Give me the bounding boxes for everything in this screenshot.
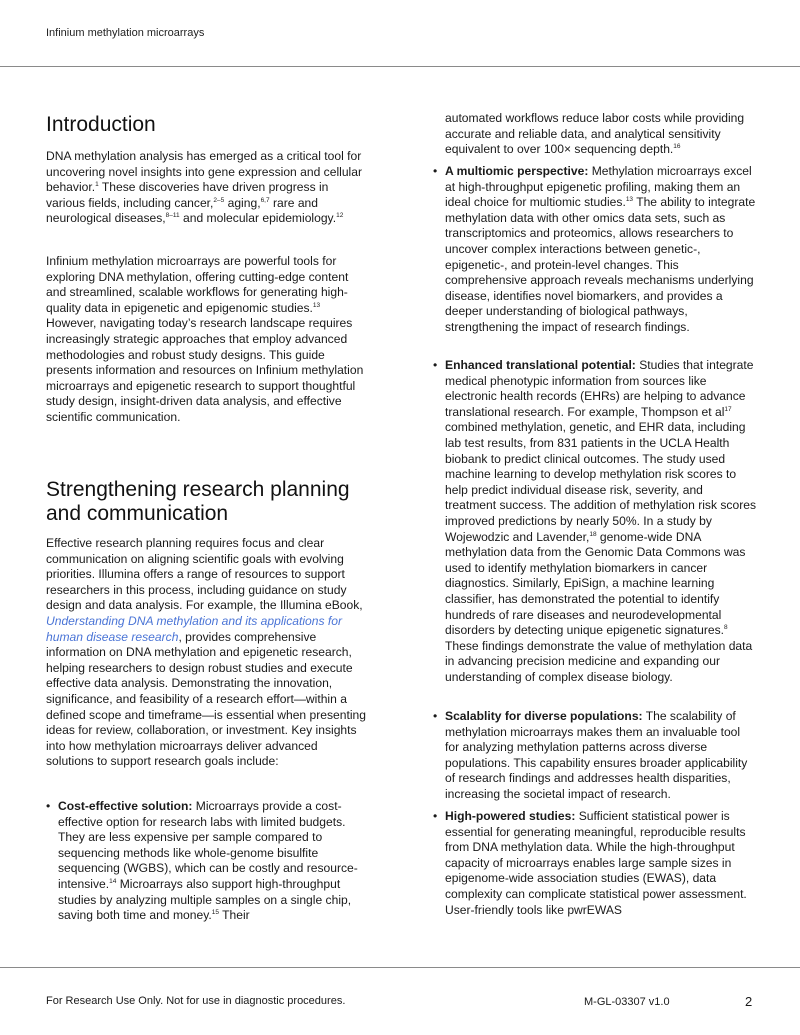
intro-heading: Introduction — [46, 113, 156, 136]
footer-disclaimer: For Research Use Only. Not for use in diagnostic procedures. — [46, 995, 346, 1007]
continuation-paragraph: automated workflows reduce labor costs while providing accurate and reliable data, and analytical sensitivity equivalent to over 100× sequencing depth.$^{16}$ — [445, 111, 745, 157]
bullet-translational: • Enhanced translational potential: Studies that integrate medical phenotypic information from sources like electronic health records (EHRs) are helping to advance translational research. For example, Thompson et $al^{17}$ combined methylation, genetic, and EHR data, including lab test results, from 831 patients in the UCLA Health biobank to predict clinical outcomes. The study used machine learning to develop methylation risk scores to help predict individual disease risk, severity, and treatment success. The addition of methylation risk scores improved predictions by nearly 50%. In a study by Wojewodzic and Lavender,$^{18}$ genome-wide DNA methylation data from the Genomic Data Commons was used to identify methylation biomarkers in cancer diagnostics. Similarly, EpiSign, a machine learning classifier, has demonstrated the potential to identify hundreds of rare diseases and neurodevelopmental disorders by detecting unique epigenetic signatures.$^8$ These findings demonstrate the value of methylation data in advancing precision medicine and expanding our understanding of complex disease biology. — [433, 358, 756, 684]
bullet-high-powered: • High-powered studies: Sufficient statistical power is essential for generating meaningful, reproducible results from DNA methylation data. While the high-throughput capacity of microarrays enables large sample sizes in epigenome-wide association studies (EWAS), data complexity can complicate statistical power assessment. User-friendly tools like pwrEWAS — [433, 809, 747, 917]
page-footer — [0, 967, 800, 1035]
bullet-multiomic: • A multiomic perspective: Methylation microarrays excel at high-throughput epigenetic profiling, making them an ideal choice for multiomic studies.$^{13}$ The ability to integrate methylation data with other omics data sets, such as transcriptomics and proteomics, allows researchers to uncover complex interactions between genetic-, epigenetic-, and protein-level changes. This comprehensive approach reveals mechanisms underlying disease, identifies novel biomarkers, and provides a deeper understanding of biological pathways, strengthening the impact of research findings. — [433, 164, 756, 334]
planning-heading: Strengthening research planning and communication — [46, 478, 350, 525]
bullet-cost-effective: • Cost-effective solution: Microarrays provide a cost-effective option for research labs with limited budgets. They are less expensive per sample compared to sequencing methods like whole-genome bisulfite sequencing (WGBS), which can be costly and resource-intensive.$^{14}$ Microarrays also support high-throughput studies by analyzing multiple samples on a single chip, saving both time and money.$^{15}$ Their — [46, 799, 358, 923]
intro-paragraph-2: Infinium methylation microarrays are powerful tools for exploring DNA methylation, offering cutting-edge content and streamlined, scalable workflows for generating high-quality data in epigenetic and epigenomic studies.$^{13}$ However, navigating today’s research landscape requires increasingly strategic approaches that employ advanced methodologies and robust study designs. This guide presents information and resources on Infinium methylation microarrays and epigenetic research to support thoughtful study design, insight-driven data analysis, and effective scientific communication. — [46, 254, 364, 424]
intro-paragraph-1: DNA methylation analysis has emerged as a critical tool for uncovering novel insights into gene expression and cellular behavior.$^1$ These discoveries have driven progress in various fields, including cancer,$^{2-5}$ aging,$^{6,7}$ rare and neurological diseases,$^{8-11}$ and molecular epidemiology.$^{12}$ — [46, 149, 362, 226]
ebook-link[interactable]: Understanding DNA methylation and its applications for human disease research — [46, 613, 343, 644]
planning-paragraph: Effective research planning requires focus and clear communication on aligning scientific goals with evolving priorities. Illumina offers a range of resources to support researchers in this process, including guidance on study design and data analysis. For example, the Illumina eBook, Understanding DNA methylation and its applications for human disease research, provides comprehensive information on DNA methylation and epigenetic research, helping researchers to design robust studies and execute effective data analysis. Demonstrating the innovation, significance, and feasibility of a research effort—within a defined scope and timeframe—is essential when presenting ideas for review, collaboration, or investment. Key insights into how methylation microarrays deliver advanced solutions to support research goals include: — [46, 536, 366, 769]
footer-document-id: M-GL-03307 v1.0 — [584, 996, 670, 1008]
bullet-scalability: • Scalablity for diverse populations: The scalability of methylation microarrays makes them an invaluable tool for analyzing methylation patterns across diverse populations. This capability ensures broader applicability of research findings and addresses health disparities, increasing the societal impact of research. — [433, 709, 748, 801]
page-number: 2 — [745, 994, 753, 1009]
header-title: Infinium methylation microarrays — [46, 27, 205, 39]
page-header — [0, 0, 800, 67]
